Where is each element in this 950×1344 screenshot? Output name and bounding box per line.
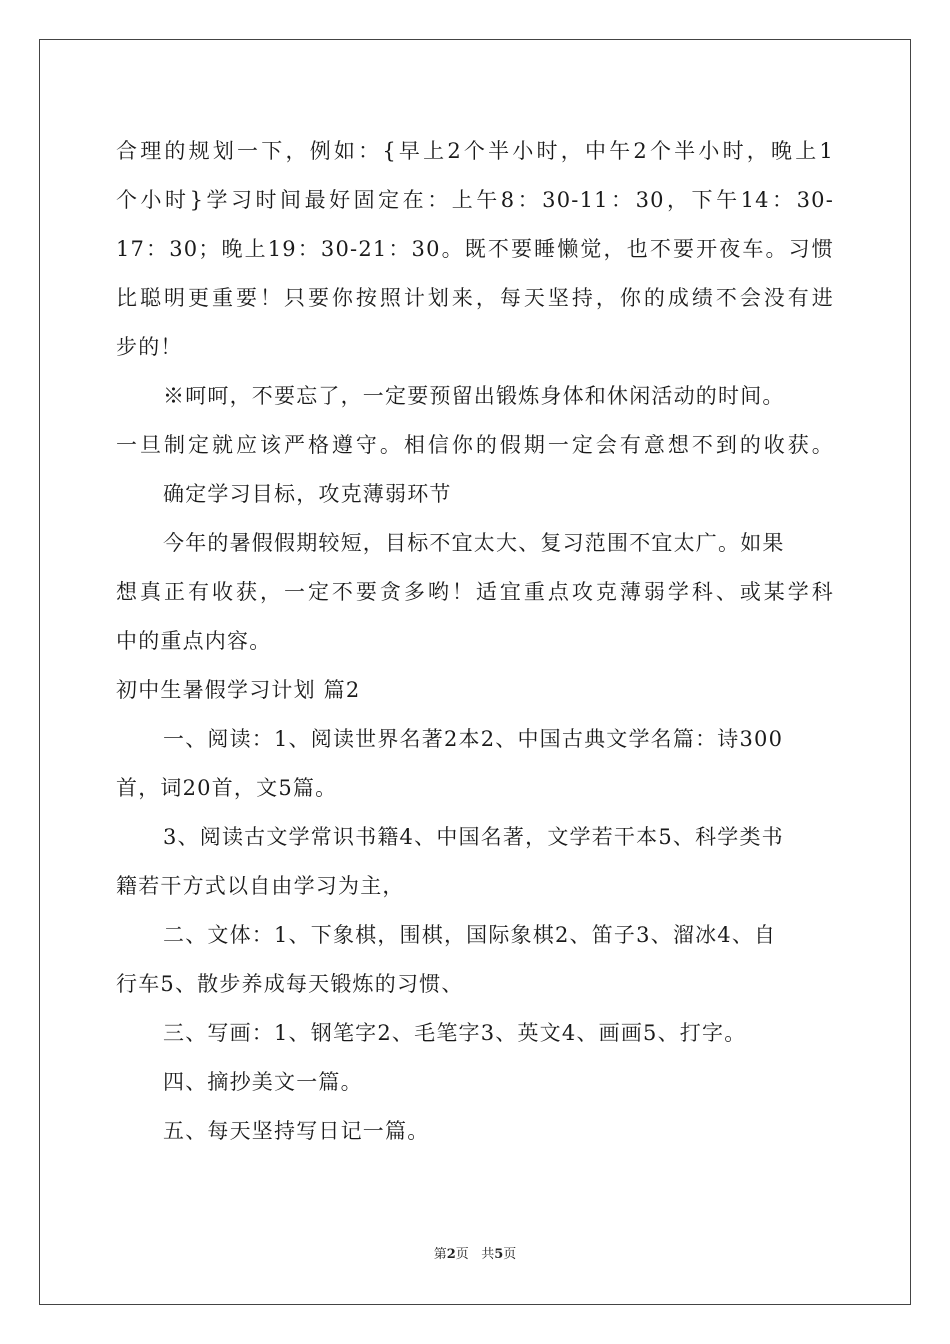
text-line: 一旦制定就应该严格遵守。相信你的假期一定会有意想不到的收获。	[116, 433, 834, 457]
total-prefix: 共	[481, 1247, 495, 1262]
article-title: 初中生暑假学习计划 篇2	[116, 678, 361, 702]
text-line: 17：30；晚上19：30-21：30。既不要睡懒觉，也不要开夜车。习惯	[116, 237, 834, 261]
paragraph-first-line: 一、阅读：1、阅读世界名著2本2、中国古典文学名篇：诗300	[163, 727, 784, 751]
page-suffix: 页	[455, 1247, 469, 1262]
page-prefix: 第	[433, 1247, 447, 1262]
text-line: 中的重点内容。	[116, 629, 272, 653]
text-line: 合理的规划一下，例如：{早上2个半小时，中午2个半小时，晚上1	[116, 139, 834, 163]
paragraph-first-line: 今年的暑假假期较短，目标不宜太大、复习范围不宜太广。如果	[163, 531, 785, 555]
page-number: 2	[446, 1247, 456, 1262]
paragraph-first-line: ※呵呵，不要忘了，一定要预留出锻炼身体和休闲活动的时间。	[163, 384, 785, 408]
paragraph-first-line: 3、阅读古文学常识书籍4、中国名著，文学若干本5、科学类书	[163, 825, 784, 849]
text-line: 想真正有收获，一定不要贪多哟！适宜重点攻克薄弱学科、或某学科	[116, 580, 834, 604]
text-line: 行车5、散步养成每天锻炼的习惯、	[116, 972, 464, 996]
paragraph-first-line: 四、摘抄美文一篇。	[163, 1070, 363, 1094]
page-footer	[0, 1246, 950, 1264]
total-suffix: 页	[503, 1247, 517, 1262]
section-heading: 确定学习目标，攻克薄弱环节	[163, 482, 452, 506]
paragraph-first-line: 三、写画：1、钢笔字2、毛笔字3、英文4、画画5、打字。	[163, 1021, 747, 1045]
paragraph-first-line: 二、文体：1、下象棋，围棋，国际象棋2、笛子3、溜冰4、自	[163, 923, 777, 947]
text-line: 比聪明更重要！只要你按照计划来，每天坚持，你的成绩不会没有进	[116, 286, 834, 310]
text-line: 籍若干方式以自由学习为主，	[116, 874, 405, 898]
text-line: 个小时}学习时间最好固定在：上午8：30-11：30，下午14：30-	[116, 188, 834, 212]
paragraph-first-line: 五、每天坚持写日记一篇。	[163, 1119, 430, 1143]
text-line: 步的！	[116, 335, 183, 359]
text-line: 首，词20首，文5篇。	[116, 776, 338, 800]
total-pages: 5	[494, 1247, 504, 1262]
